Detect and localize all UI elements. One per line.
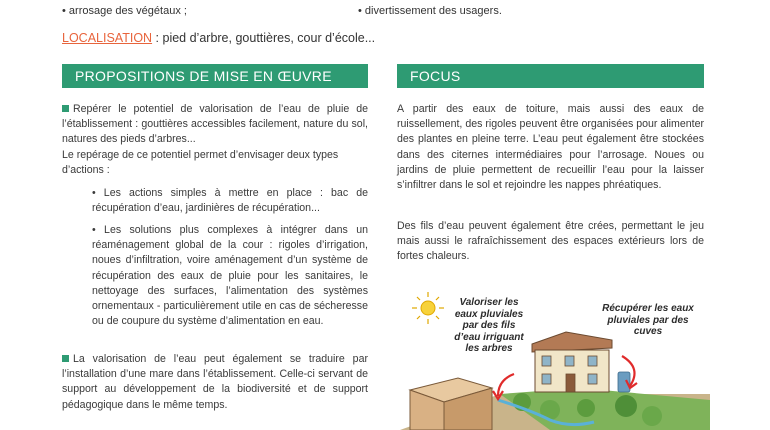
left-sub2: • Les solutions plus complexes à intégrer dans un réaménagement global de la cour : rigoles d’irrigation, noues d’infiltration, voire aménagement d’un système de récupération des eaux de pluie pour les sanitaires, le nettoyage des surfaces, l’alimentation des systèmes ornementaux - particulièrement utile en cas de sécheresse ou de coupure du système d’alimentation en eau. — [92, 224, 368, 328]
top-line-right-text: divertissement des usagers. — [364, 5, 502, 17]
left-para3-text: La valorisation de l’eau peut également se traduire par l’installation d’une mare dans l’établissement. Celle-ci servant de support au développement de la biodiversité et de support pédagogique dans le même temps. — [62, 353, 368, 411]
callout-right: Récupérer les eaux pluviales par des cuves — [602, 303, 694, 337]
left-sub1: • Les actions simples à mettre en place : bac de récupération d’eau, jardinières de récupération... — [92, 187, 368, 215]
top-line-left: • arrosage des végétaux ; — [62, 5, 187, 17]
left-para1-text: Repérer le potentiel de valorisation de l’eau de pluie de l’établissement : gouttières accessibles facilement, nature du sol, natures des pieds d’arbres... — [62, 103, 368, 146]
localisation-label: LOCALISATION — [62, 31, 153, 45]
left-building — [410, 378, 492, 430]
propositions-banner: PROPOSITIONS DE MISE EN ŒUVRE — [62, 64, 368, 88]
left-para1 — [62, 102, 368, 148]
green-square-bullet-icon — [62, 355, 69, 362]
left-para3 — [62, 352, 368, 413]
top-line-right: • divertissement des usagers. — [358, 5, 502, 17]
localisation-text: : pied d’arbre, gouttières, cour d’école... — [152, 31, 376, 45]
green-square-bullet-icon — [62, 105, 69, 112]
right-para2: Des fils d’eau peuvent également être crées, permettant le jeu mais aussi le rafraîchissement des espaces extérieurs lors de fortes chaleurs. — [397, 220, 704, 263]
main-building — [532, 332, 612, 392]
left-red-arrow-icon — [498, 374, 514, 396]
sun-icon — [412, 292, 444, 324]
left-para2: Le repérage de ce potentiel permet d’envisager deux types d’actions : — [62, 149, 339, 177]
focus-banner: FOCUS — [397, 64, 704, 88]
right-para1: A partir des eaux de toiture, mais aussi des eaux de ruissellement, des rigoles peuvent être organisées pour alimenter des plantes en pleine terre. L’eau peut également être stockées dans des citernes intermédiaires pour l’arrosage. Noues ou jardins de pluie permettent de recueillir l’eau pour la laisser s’infiltrer dans le sol et rejoindre les nappes phréatiques. — [397, 103, 704, 192]
callout-left: Valoriser les eaux pluviales par des fils d’eau irriguant les arbres — [454, 297, 524, 354]
localisation-line — [62, 31, 375, 45]
